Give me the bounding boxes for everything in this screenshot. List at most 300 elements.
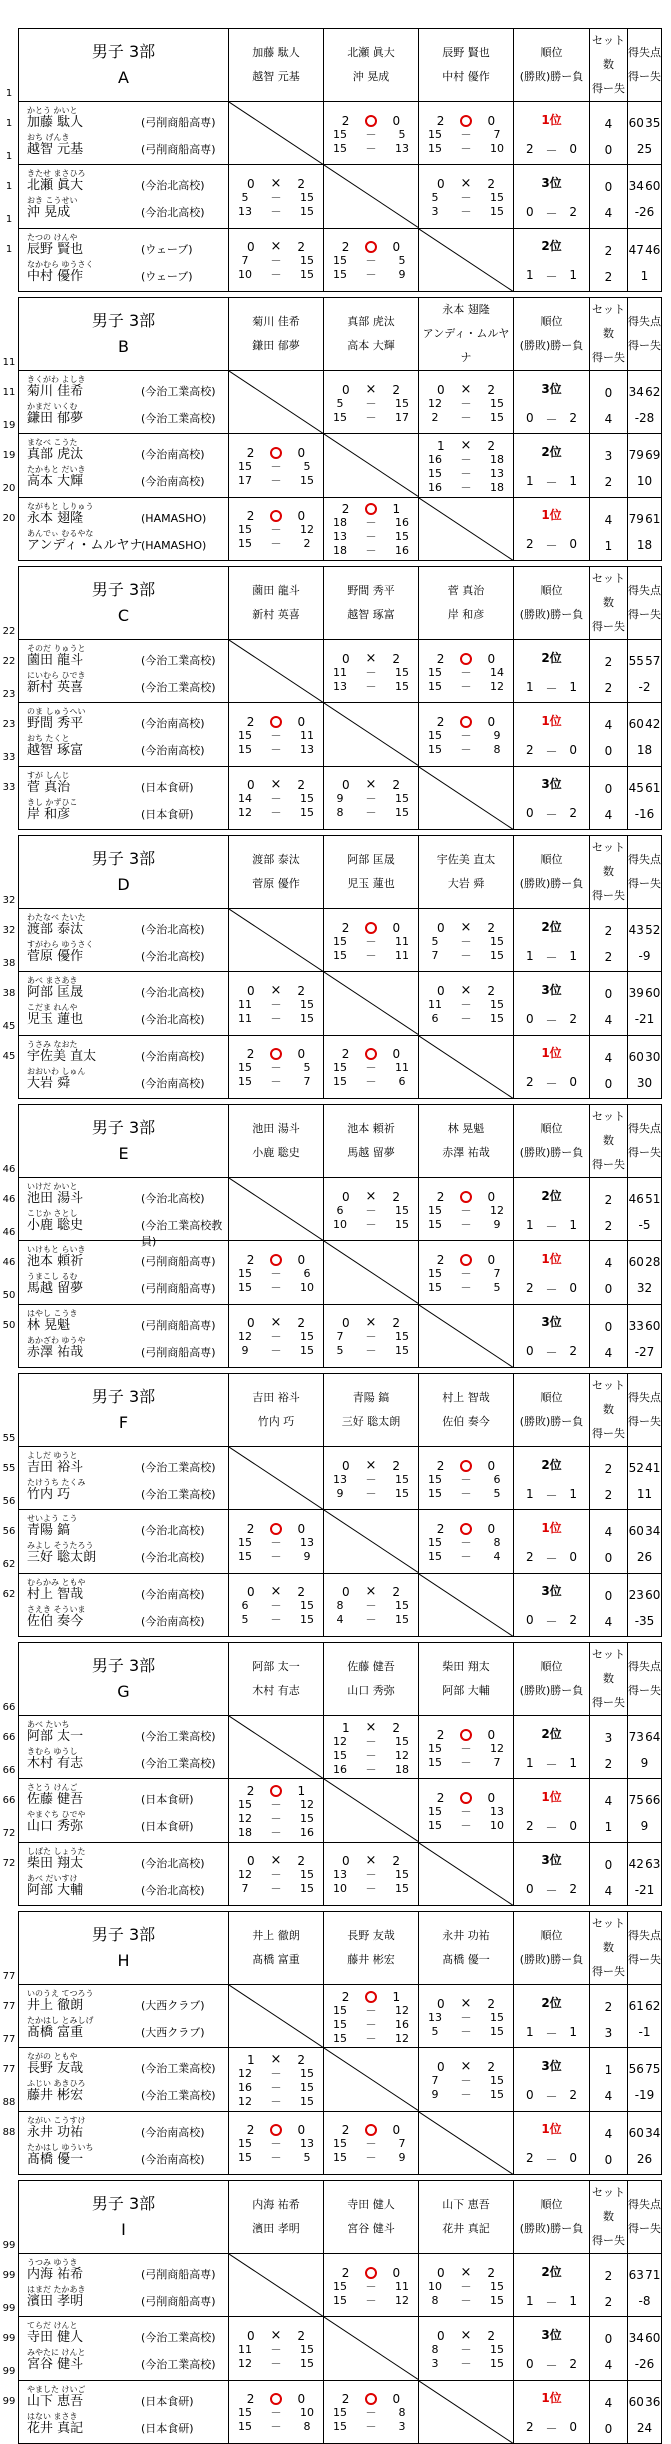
sets-cell: 0 4 — [590, 1304, 628, 1367]
sets-won: 2 — [246, 1047, 255, 1062]
group-a-block — [0, 8, 671, 292]
pair-cell — [19, 1241, 229, 1304]
game-score: 15 － 9 — [238, 1549, 311, 1563]
match-result-cell — [419, 1510, 514, 1573]
player — [23, 502, 228, 529]
player — [23, 1989, 228, 2016]
sets-lost: 0 — [487, 714, 496, 729]
game-score: 14 － 15 — [238, 792, 314, 806]
opponent-header: 永本 翅隆 アンディ・ムルヤナ — [419, 298, 514, 371]
points-cell: 73 64 9 — [628, 1716, 662, 1779]
points-header: 得失点 得ー失 — [628, 298, 662, 371]
game-score: 7 － 15 — [241, 254, 314, 268]
group-title — [19, 567, 229, 640]
player — [23, 1245, 228, 1272]
sets-cell: 3 2 — [590, 1716, 628, 1779]
game-score: 5 － 15 — [336, 396, 409, 410]
rank-header: 順位 (勝敗)勝ー負 — [514, 1374, 590, 1447]
rank-label: 1位 — [541, 1046, 562, 1061]
rank-label: 2位 — [541, 1188, 562, 1203]
sets-won: 0 — [341, 1854, 350, 1869]
match-result-cell — [229, 972, 324, 1035]
game-score: 15 － 5 — [428, 1280, 501, 1294]
match-result-cell — [229, 703, 324, 766]
match-result-cell — [419, 2317, 514, 2380]
seed-number: 72 — [2, 1828, 16, 1839]
game-score: 15 － 6 — [333, 1075, 406, 1089]
sets-lost: 2 — [297, 176, 306, 191]
seed-number: 77 — [2, 2064, 16, 2075]
sets-won: 0 — [246, 983, 255, 998]
game-score: 15 － 10 — [238, 2406, 314, 2420]
sets-lost: 0 — [487, 1458, 496, 1473]
game-score: 6 － 15 — [241, 1599, 314, 1613]
player-name: 菅 真治 — [27, 779, 71, 795]
player-name: 越智 元基 — [27, 142, 84, 158]
seed-number: 23 — [2, 719, 16, 730]
game-score: 12 － 15 — [333, 1734, 409, 1748]
loss-cross-icon: × — [460, 2264, 472, 2280]
game-score: 15 － 7 — [428, 1755, 501, 1769]
rank-label: 1位 — [541, 1251, 562, 1266]
player-club: (HAMASHO) — [141, 538, 207, 552]
table-row — [19, 909, 662, 972]
points-cell: 34 62 -28 — [628, 371, 662, 434]
sets-cell: 2 2 — [590, 1178, 628, 1241]
table-row — [19, 1178, 662, 1241]
loss-cross-icon: × — [270, 175, 282, 191]
player-name: 青陽 鎬 — [27, 1523, 71, 1539]
points-cell: 34 60 -26 — [628, 2317, 662, 2380]
player-club: (今治工業高校) — [141, 1757, 216, 1771]
seed-number: 33 — [2, 752, 16, 763]
opponent-header: 辰野 賢也 中村 優作 — [419, 29, 514, 102]
player-furigana: あべ たいち — [27, 1720, 70, 1730]
player-club: (弓削商船高専) — [141, 116, 216, 130]
sets-header: セット数 得ー失 — [590, 2181, 628, 2254]
player-furigana: すがわら ゆうさく — [27, 940, 94, 950]
group-e-block — [0, 1084, 671, 1368]
group-table — [18, 297, 662, 561]
group-letter: F — [118, 1413, 129, 1432]
rank-header: 順位 (勝敗)勝ー負 — [514, 1105, 590, 1178]
table-row — [19, 434, 662, 497]
rank-label: 2位 — [541, 919, 562, 934]
player-club: (今治工業高校) — [141, 1488, 216, 1502]
rank-cell: 2位 1 － 1 — [514, 1716, 590, 1779]
player — [23, 644, 228, 671]
category-label: 男子 3部 — [91, 1118, 156, 1137]
sets-cell: 4 1 — [590, 1779, 628, 1842]
opponent-header: 宇佐美 直太 大岩 舜 — [419, 836, 514, 909]
game-score: 7 － 15 — [431, 2073, 504, 2087]
match-result-cell — [229, 2380, 324, 2443]
player-club: (弓削商船高専) — [141, 2295, 216, 2309]
game-score: 2 － 15 — [431, 410, 504, 424]
player-furigana: うつみ ゆうき — [27, 2258, 78, 2268]
player-club: (今治南高校) — [141, 717, 205, 731]
game-score: 13 － 15 — [333, 679, 409, 693]
player — [23, 2412, 228, 2439]
game-score: 16 － 18 — [428, 452, 504, 466]
self-match-cell — [229, 1447, 324, 1510]
player-club: (今治南高校) — [141, 1587, 205, 1601]
opponent-header: 北瀬 眞大 沖 晃成 — [324, 29, 419, 102]
self-match-cell — [324, 1510, 419, 1573]
player-club: (今治南高校) — [141, 1049, 205, 1063]
win-circle-icon — [365, 922, 377, 934]
game-score: 15 － 10 — [428, 1818, 504, 1832]
loss-cross-icon: × — [460, 437, 472, 453]
opponent-header: 池本 頼祈 馬越 留夢 — [324, 1105, 419, 1178]
rank-label: 3位 — [541, 2058, 562, 2073]
player-furigana: おおいわ しゅん — [27, 1066, 86, 1076]
sets-lost: 2 — [392, 1854, 401, 1869]
points-cell: 60 34 26 — [628, 1510, 662, 1573]
player-furigana: かとう かいと — [27, 106, 78, 116]
player-club: (弓削商船高専) — [141, 143, 216, 157]
opponent-header: 阿部 匡晟 児玉 蓮也 — [324, 836, 419, 909]
sets-lost: 2 — [392, 778, 401, 793]
player — [23, 438, 228, 465]
seed-number: 56 — [2, 1526, 16, 1537]
game-score: 10 － 15 — [333, 1217, 409, 1231]
player-club: (今治南高校) — [141, 1614, 205, 1628]
opponent-header: 阿部 太一 木村 有志 — [229, 1643, 324, 1716]
player-club: (日本食研) — [141, 2394, 194, 2408]
sets-cell: 0 4 — [590, 972, 628, 1035]
player-club: (今治北高校) — [141, 1524, 205, 1538]
self-match-cell — [324, 972, 419, 1035]
rank-header: 順位 (勝敗)勝ー負 — [514, 836, 590, 909]
seed-number: 88 — [2, 2127, 16, 2138]
game-score: 15 － 12 — [333, 2293, 409, 2307]
group-letter: D — [117, 875, 130, 894]
category-label: 男子 3部 — [91, 580, 156, 599]
player — [23, 1451, 228, 1478]
player-furigana: すが しんじ — [27, 770, 70, 780]
self-match-cell — [229, 1985, 324, 2048]
rank-header: 順位 (勝敗)勝ー負 — [514, 567, 590, 640]
player-name: アンディ・ムルヤナ — [27, 537, 143, 553]
player-club: (今治北高校) — [141, 1883, 205, 1897]
sets-lost: 2 — [392, 1189, 401, 1204]
win-circle-icon — [365, 115, 377, 127]
game-score: 9 － 15 — [336, 1486, 409, 1500]
match-result-cell — [419, 1779, 514, 1842]
category-label: 男子 3部 — [91, 1656, 156, 1675]
player-club: (今治北高校) — [141, 923, 205, 937]
loss-cross-icon: × — [270, 2051, 282, 2067]
sets-won: 0 — [341, 382, 350, 397]
rank-cell: 1位 2 － 0 — [514, 1779, 590, 1842]
player-club: (今治南高校) — [141, 744, 205, 758]
player-name: 永井 功祐 — [27, 2124, 84, 2140]
rank-cell: 2位 1 － 1 — [514, 2254, 590, 2317]
group-letter: C — [117, 606, 130, 625]
player-name: 柴田 翔太 — [27, 1855, 84, 1871]
win-circle-icon — [270, 447, 282, 459]
sets-cell: 4 0 — [590, 1510, 628, 1573]
player-club: (日本食研) — [141, 780, 194, 794]
sets-lost: 0 — [392, 2392, 401, 2407]
player-name: 池本 頼祈 — [27, 1254, 84, 1270]
game-score: 15 － 5 — [333, 254, 406, 268]
player-furigana: きし かずひこ — [27, 797, 78, 807]
game-score: 15 － 9 — [333, 2151, 406, 2165]
rank-cell: 3位 0 － 2 — [514, 972, 590, 1035]
loss-cross-icon: × — [365, 650, 377, 666]
game-score: 8 － 15 — [336, 1599, 409, 1613]
player-club: (今治工業高校) — [141, 385, 216, 399]
match-result-cell — [419, 703, 514, 766]
seed-number: 50 — [2, 1290, 16, 1301]
player-name: 辰野 賢也 — [27, 241, 84, 257]
seed-number: 77 — [2, 2001, 16, 2012]
self-match-cell — [229, 640, 324, 703]
seed-number: 72 — [2, 1858, 16, 1869]
rank-label: 3位 — [541, 175, 562, 190]
sets-won: 0 — [436, 2328, 445, 2343]
game-score: 15 － 11 — [333, 1061, 409, 1075]
game-score: 15 － 8 — [333, 2406, 406, 2420]
game-score: 13 － 15 — [238, 204, 314, 218]
game-score: 15 － 3 — [333, 2420, 406, 2434]
game-score: 15 － 10 — [238, 1280, 314, 1294]
match-result-cell — [229, 2317, 324, 2380]
sets-lost: 0 — [392, 2265, 401, 2280]
player-club: (今治北高校) — [141, 1856, 205, 1870]
sets-cell: 0 4 — [590, 766, 628, 829]
pair-cell — [19, 1510, 229, 1573]
game-score: 12 － 15 — [238, 2066, 314, 2080]
self-match-cell — [229, 909, 324, 972]
sets-won: 2 — [436, 113, 445, 128]
player-furigana: さとう けんご — [27, 1783, 78, 1793]
loss-cross-icon: × — [270, 2327, 282, 2343]
game-score: 16 － 18 — [333, 1762, 409, 1776]
loss-cross-icon: × — [460, 982, 472, 998]
player-furigana: いのうえ てつろう — [27, 1989, 94, 1999]
player-name: 内海 祐希 — [27, 2267, 84, 2283]
win-circle-icon — [460, 1191, 472, 1203]
sets-won: 0 — [436, 176, 445, 191]
self-match-cell — [324, 434, 419, 497]
seed-number: 32 — [2, 925, 16, 936]
player — [23, 169, 228, 196]
group-f-block — [0, 1353, 671, 1637]
win-circle-icon — [460, 1523, 472, 1535]
player-furigana: たかはし ゆういち — [27, 2142, 94, 2152]
sets-won: 0 — [341, 1585, 350, 1600]
game-score: 4 － 15 — [336, 1613, 409, 1627]
points-header: 得失点 得ー失 — [628, 2181, 662, 2254]
game-score: 10 － 15 — [333, 1882, 409, 1896]
player-name: 木村 有志 — [27, 1756, 84, 1772]
player — [23, 2285, 228, 2312]
rank-cell: 1位 2 － 0 — [514, 1035, 590, 1098]
game-score: 15 － 7 — [428, 127, 501, 141]
group-letter: H — [117, 1951, 130, 1970]
points-cell: 55 57 -2 — [628, 640, 662, 703]
rank-cell: 2位 1 － 1 — [514, 640, 590, 703]
self-match-cell — [324, 2317, 419, 2380]
rank-cell: 2位 1 － 1 — [514, 1447, 590, 1510]
seed-number: 46 — [2, 1164, 16, 1175]
player-name: 阿部 大輔 — [27, 1882, 84, 1898]
loss-cross-icon: × — [365, 1584, 377, 1600]
player — [23, 1309, 228, 1336]
sets-won: 0 — [246, 1316, 255, 1331]
game-score: 15 － 5 — [238, 1061, 311, 1075]
points-cell: 39 60 -21 — [628, 972, 662, 1035]
game-score: 11 － 15 — [238, 1011, 314, 1025]
player-furigana: いけもと らいき — [27, 1245, 86, 1255]
points-header: 得失点 得ー失 — [628, 1643, 662, 1716]
seed-number: 11 — [2, 357, 16, 368]
player-name: 薗田 龍斗 — [27, 653, 84, 669]
player — [23, 913, 228, 940]
points-cell: 52 41 11 — [628, 1447, 662, 1510]
seed-number: 1 — [5, 151, 13, 162]
sets-lost: 0 — [297, 1252, 306, 1267]
sets-lost: 2 — [297, 778, 306, 793]
player-name: 永本 翅隆 — [27, 510, 84, 526]
player-furigana: まなべ こうた — [27, 438, 78, 448]
table-row — [19, 2048, 662, 2111]
win-circle-icon — [460, 1729, 472, 1741]
category-label: 男子 3部 — [91, 1925, 156, 1944]
rank-header: 順位 (勝敗)勝ー負 — [514, 1912, 590, 1985]
group-title — [19, 836, 229, 909]
player-furigana: よしだ ゆうと — [27, 1451, 78, 1461]
group-title — [19, 298, 229, 371]
game-score: 15 － 12 — [428, 1203, 504, 1217]
win-circle-icon — [270, 716, 282, 728]
pair-cell — [19, 640, 229, 703]
loss-cross-icon: × — [365, 381, 377, 397]
seed-number: 1 — [5, 181, 13, 192]
points-header: 得失点 得ー失 — [628, 29, 662, 102]
sets-cell: 0 4 — [590, 1573, 628, 1636]
player-club: (ウェーブ) — [141, 269, 193, 283]
player-furigana: さえき そういま — [27, 1604, 86, 1614]
player-furigana: やました けいご — [27, 2384, 86, 2394]
rank-label: 3位 — [541, 777, 562, 792]
match-result-cell — [419, 2254, 514, 2317]
game-score: 9 － 15 — [241, 1344, 314, 1358]
rank-cell: 2位 1 － 1 — [514, 228, 590, 291]
player-furigana: はやし こうき — [27, 1308, 78, 1318]
rank-label: 2位 — [541, 1995, 562, 2010]
table-row — [19, 640, 662, 703]
rank-label: 2位 — [541, 650, 562, 665]
game-score: 15 － 7 — [428, 1266, 501, 1280]
group-title — [19, 1643, 229, 1716]
sets-won: 0 — [341, 651, 350, 666]
player-name: 吉田 裕斗 — [27, 1460, 84, 1476]
player — [23, 2321, 228, 2348]
sets-won: 0 — [246, 1854, 255, 1869]
sets-won: 0 — [341, 1189, 350, 1204]
rank-header: 順位 (勝敗)勝ー負 — [514, 1643, 590, 1716]
game-score: 12 － 15 — [238, 1868, 314, 1882]
sets-won: 2 — [246, 2392, 255, 2407]
match-result-cell — [419, 1178, 514, 1241]
sets-won: 0 — [341, 1458, 350, 1473]
rank-cell: 1位 2 － 0 — [514, 497, 590, 560]
match-result-cell — [229, 1241, 324, 1304]
win-circle-icon — [460, 1460, 472, 1472]
game-score: 16 － 15 — [238, 2080, 314, 2094]
game-score: 10 － 15 — [428, 2279, 504, 2293]
player-club: (大西クラブ) — [141, 1999, 205, 2013]
opponent-header: 山下 恵吾 花井 真記 — [419, 2181, 514, 2254]
match-result-cell — [419, 165, 514, 228]
sets-lost: 0 — [297, 2392, 306, 2407]
group-table — [18, 1911, 662, 2175]
table-row — [19, 371, 662, 434]
game-score: 15 － 8 — [238, 2420, 311, 2434]
sets-won: 0 — [246, 176, 255, 191]
self-match-cell — [419, 2380, 514, 2443]
pair-cell — [19, 703, 229, 766]
category-label: 男子 3部 — [91, 2194, 156, 2213]
player-club: (今治北高校) — [141, 179, 205, 193]
sets-won: 2 — [341, 2123, 350, 2138]
sets-lost: 1 — [392, 502, 401, 517]
points-cell: 60 34 26 — [628, 2111, 662, 2174]
player-furigana: たつの けんや — [27, 232, 78, 242]
game-score: 18 － 16 — [333, 516, 409, 530]
game-score: 15 － 2 — [238, 537, 311, 551]
game-score: 15 － 12 — [238, 1797, 314, 1811]
seed-number: 32 — [2, 895, 16, 906]
player-name: 沖 晃成 — [27, 205, 71, 221]
player — [23, 1810, 228, 1837]
rank-label: 1位 — [541, 112, 562, 127]
sets-won: 0 — [341, 1316, 350, 1331]
player-name: 宮谷 健斗 — [27, 2357, 84, 2373]
game-score: 12 － 15 — [238, 1330, 314, 1344]
sets-lost: 2 — [487, 382, 496, 397]
game-score: 15 － 14 — [428, 665, 504, 679]
sets-won: 2 — [246, 445, 255, 460]
seed-number: 38 — [2, 988, 16, 999]
seed-number: 66 — [2, 1765, 16, 1776]
points-cell: 79 69 10 — [628, 434, 662, 497]
game-score: 9 － 15 — [431, 2087, 504, 2101]
match-result-cell — [419, 640, 514, 703]
game-score: 15 － 11 — [238, 728, 314, 742]
game-score: 7 － 15 — [336, 1330, 409, 1344]
player-name: 渡部 泰汰 — [27, 922, 84, 938]
rank-header: 順位 (勝敗)勝ー負 — [514, 298, 590, 371]
pair-cell — [19, 972, 229, 1035]
opponent-header: 菊川 佳希 鎌田 郁夢 — [229, 298, 324, 371]
sets-lost: 2 — [297, 1854, 306, 1869]
player-name: 加藤 駄人 — [27, 115, 84, 131]
player-name: 三好 聡太朗 — [27, 1550, 97, 1566]
player — [23, 1847, 228, 1874]
pair-cell — [19, 1985, 229, 2048]
game-score: 15 － 7 — [238, 1075, 311, 1089]
seed-number: 23 — [2, 689, 16, 700]
player-furigana: はない まさき — [27, 2411, 78, 2421]
player-club: (今治南高校) — [141, 475, 205, 489]
player-name: 阿部 太一 — [27, 1729, 84, 1745]
seed-number: 50 — [2, 1320, 16, 1331]
